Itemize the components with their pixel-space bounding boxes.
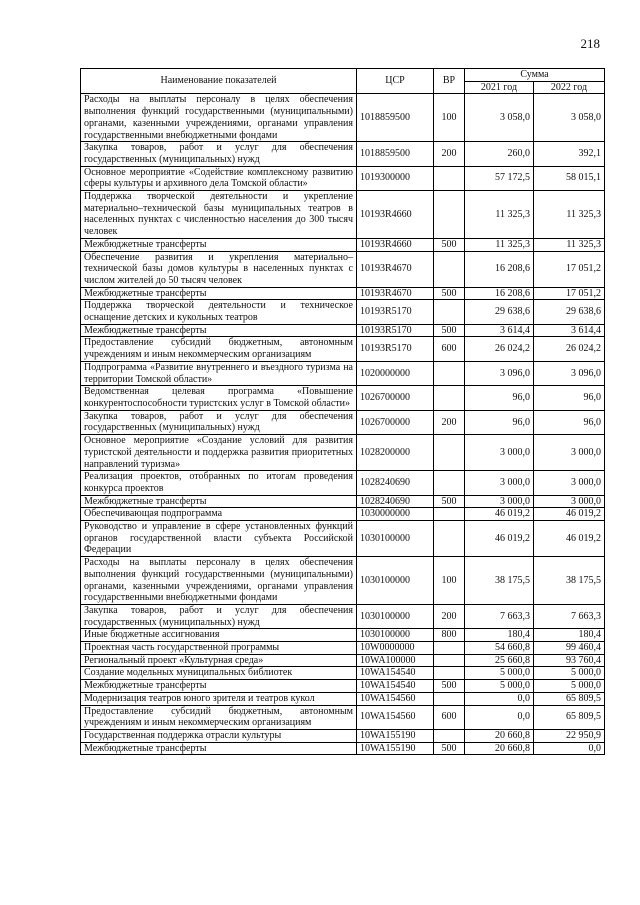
cell-sum-2021: 25 660,8: [465, 654, 534, 667]
header-year-2022: 2022 год: [534, 81, 605, 94]
cell-sum-2021: 11 325,3: [465, 191, 534, 239]
cell-vr: 200: [434, 410, 465, 434]
cell-csr: 1026700000: [357, 386, 434, 410]
table-row: [81, 337, 605, 361]
cell-sum-2021: 180,4: [465, 629, 534, 642]
header-vr: ВР: [434, 69, 465, 94]
cell-name: Поддержка творческой деятельности и укрепление материально–технической базы муниципальных театров в населенных пунктах с численностью населения до 300 тысяч человек: [81, 191, 357, 239]
cell-vr: [434, 435, 465, 471]
cell-vr: [434, 191, 465, 239]
cell-csr: 10193R4660: [357, 238, 434, 251]
table-row: [81, 471, 605, 495]
page-number: 218: [580, 36, 600, 51]
cell-sum-2022: 0,0: [534, 742, 605, 755]
table-header: [81, 69, 605, 94]
cell-sum-2021: 46 019,2: [465, 521, 534, 557]
cell-vr: 500: [434, 680, 465, 693]
cell-csr: 1028240690: [357, 471, 434, 495]
table-row: [81, 667, 605, 680]
cell-vr: [434, 508, 465, 521]
header-name: Наименование показателей: [81, 69, 357, 94]
table-row: [81, 604, 605, 628]
cell-sum-2021: 54 660,8: [465, 642, 534, 655]
cell-csr: 1018859500: [357, 94, 434, 142]
table-row: [81, 705, 605, 729]
cell-name: Межбюджетные трансферты: [81, 238, 357, 251]
cell-csr: 1020000000: [357, 361, 434, 385]
table-row: [81, 654, 605, 667]
table-row: [81, 324, 605, 337]
cell-sum-2022: 99 460,4: [534, 642, 605, 655]
cell-sum-2021: 16 208,6: [465, 287, 534, 300]
cell-vr: [434, 361, 465, 385]
cell-sum-2021: 260,0: [465, 142, 534, 166]
cell-vr: [434, 386, 465, 410]
cell-name: Закупка товаров, работ и услуг для обеспечения государственных (муниципальных) нужд: [81, 410, 357, 434]
cell-sum-2022: 17 051,2: [534, 287, 605, 300]
cell-sum-2022: 17 051,2: [534, 251, 605, 287]
cell-sum-2021: 29 638,6: [465, 300, 534, 324]
cell-csr: 1018859500: [357, 142, 434, 166]
table-row: [81, 142, 605, 166]
table-row: [81, 729, 605, 742]
table-row: [81, 410, 605, 434]
cell-vr: 200: [434, 604, 465, 628]
cell-csr: 10WA154540: [357, 680, 434, 693]
cell-sum-2021: 11 325,3: [465, 238, 534, 251]
cell-csr: 1030000000: [357, 508, 434, 521]
header-csr: ЦСР: [357, 69, 434, 94]
cell-name: Региональный проект «Культурная среда»: [81, 654, 357, 667]
cell-vr: 500: [434, 287, 465, 300]
cell-csr: 10193R4670: [357, 251, 434, 287]
cell-sum-2021: 0,0: [465, 692, 534, 705]
cell-vr: [434, 251, 465, 287]
cell-sum-2022: 11 325,3: [534, 238, 605, 251]
cell-vr: 500: [434, 238, 465, 251]
cell-name: Проектная часть государственной программы: [81, 642, 357, 655]
cell-sum-2021: 46 019,2: [465, 508, 534, 521]
cell-name: Основное мероприятие «Создание условий для развития туристской деятельности и поддержка развития приоритетных направлений туризма»: [81, 435, 357, 471]
cell-sum-2022: 3 000,0: [534, 495, 605, 508]
cell-name: Реализация проектов, отобранных по итогам проведения конкурса проектов: [81, 471, 357, 495]
cell-vr: 500: [434, 495, 465, 508]
cell-vr: [434, 471, 465, 495]
cell-name: Обеспечивающая подпрограмма: [81, 508, 357, 521]
cell-sum-2022: 38 175,5: [534, 557, 605, 605]
cell-csr: 10WA154560: [357, 692, 434, 705]
table-row: [81, 629, 605, 642]
table-row: [81, 251, 605, 287]
table-row: [81, 287, 605, 300]
cell-vr: 800: [434, 629, 465, 642]
cell-csr: 10193R5170: [357, 324, 434, 337]
cell-sum-2022: 96,0: [534, 386, 605, 410]
cell-sum-2021: 7 663,3: [465, 604, 534, 628]
cell-sum-2022: 65 809,5: [534, 692, 605, 705]
cell-sum-2022: 65 809,5: [534, 705, 605, 729]
cell-name: Расходы на выплаты персоналу в целях обеспечения выполнения функций государственными (муниципальными) органами, казенными учреждениями, органами управления государственными внебюджетными фондами: [81, 557, 357, 605]
cell-vr: 600: [434, 705, 465, 729]
cell-sum-2022: 29 638,6: [534, 300, 605, 324]
table-row: [81, 642, 605, 655]
cell-sum-2021: 38 175,5: [465, 557, 534, 605]
cell-vr: 500: [434, 324, 465, 337]
cell-csr: 1030100000: [357, 557, 434, 605]
cell-name: Межбюджетные трансферты: [81, 680, 357, 693]
cell-sum-2022: 46 019,2: [534, 521, 605, 557]
cell-name: Межбюджетные трансферты: [81, 287, 357, 300]
table-body: [81, 94, 605, 755]
cell-csr: 10W0000000: [357, 642, 434, 655]
table-row: [81, 238, 605, 251]
cell-name: Обеспечение развития и укрепления материально–технической базы домов культуры в населенных пунктах с числом жителей до 50 тысяч человек: [81, 251, 357, 287]
cell-name: Поддержка творческой деятельности и техническое оснащение детских и кукольных театров: [81, 300, 357, 324]
cell-vr: 600: [434, 337, 465, 361]
table-row: [81, 435, 605, 471]
cell-sum-2021: 96,0: [465, 386, 534, 410]
cell-csr: 10WA154560: [357, 705, 434, 729]
cell-csr: 10WA155190: [357, 729, 434, 742]
cell-vr: [434, 300, 465, 324]
cell-sum-2021: 0,0: [465, 705, 534, 729]
cell-csr: 10193R4660: [357, 191, 434, 239]
cell-sum-2021: 20 660,8: [465, 729, 534, 742]
cell-sum-2021: 5 000,0: [465, 680, 534, 693]
cell-name: Иные бюджетные ассигнования: [81, 629, 357, 642]
cell-csr: 10WA155190: [357, 742, 434, 755]
table-row: [81, 557, 605, 605]
cell-sum-2022: 5 000,0: [534, 667, 605, 680]
table-row: [81, 361, 605, 385]
cell-sum-2022: 3 096,0: [534, 361, 605, 385]
cell-sum-2022: 3 614,4: [534, 324, 605, 337]
cell-name: Межбюджетные трансферты: [81, 324, 357, 337]
table-row: [81, 300, 605, 324]
cell-vr: [434, 166, 465, 190]
cell-sum-2022: 392,1: [534, 142, 605, 166]
cell-sum-2022: 3 000,0: [534, 471, 605, 495]
cell-name: Основное мероприятие «Содействие комплексному развитию сферы культуры и архивного дела Томской области»: [81, 166, 357, 190]
cell-sum-2021: 3 000,0: [465, 471, 534, 495]
table-row: [81, 692, 605, 705]
cell-sum-2021: 5 000,0: [465, 667, 534, 680]
cell-sum-2021: 3 058,0: [465, 94, 534, 142]
cell-name: Подпрограмма «Развитие внутреннего и въездного туризма на территории Томской области»: [81, 361, 357, 385]
cell-vr: [434, 692, 465, 705]
cell-csr: 1026700000: [357, 410, 434, 434]
cell-csr: 1030100000: [357, 629, 434, 642]
cell-name: Расходы на выплаты персоналу в целях обеспечения выполнения функций государственными (муниципальными) органами, казенными учреждениями, органами управления государственными внебюджетными фондами: [81, 94, 357, 142]
table-row: [81, 680, 605, 693]
table-row: [81, 94, 605, 142]
cell-csr: 10WA154540: [357, 667, 434, 680]
cell-vr: [434, 654, 465, 667]
header-year-2021: 2021 год: [465, 81, 534, 94]
cell-name: Предоставление субсидий бюджетным, автономным учреждениям и иным некоммерческим организациям: [81, 337, 357, 361]
cell-name: Модернизация театров юного зрителя и театров кукол: [81, 692, 357, 705]
cell-vr: 100: [434, 94, 465, 142]
cell-name: Межбюджетные трансферты: [81, 742, 357, 755]
cell-name: Межбюджетные трансферты: [81, 495, 357, 508]
cell-sum-2022: 11 325,3: [534, 191, 605, 239]
cell-sum-2022: 3 000,0: [534, 435, 605, 471]
cell-sum-2021: 3 000,0: [465, 495, 534, 508]
cell-name: Предоставление субсидий бюджетным, автономным учреждениям и иным некоммерческим организациям: [81, 705, 357, 729]
header-sum: Сумма: [465, 69, 605, 82]
cell-sum-2022: 3 058,0: [534, 94, 605, 142]
cell-sum-2021: 16 208,6: [465, 251, 534, 287]
cell-sum-2022: 96,0: [534, 410, 605, 434]
cell-name: Создание модельных муниципальных библиотек: [81, 667, 357, 680]
cell-sum-2021: 26 024,2: [465, 337, 534, 361]
table-row: [81, 191, 605, 239]
cell-csr: 1028240690: [357, 495, 434, 508]
cell-csr: 1030100000: [357, 521, 434, 557]
cell-sum-2021: 3 096,0: [465, 361, 534, 385]
cell-csr: 10193R5170: [357, 300, 434, 324]
table-row: [81, 508, 605, 521]
cell-csr: 1028200000: [357, 435, 434, 471]
cell-vr: 200: [434, 142, 465, 166]
cell-vr: 500: [434, 742, 465, 755]
cell-vr: [434, 729, 465, 742]
cell-csr: 10WA100000: [357, 654, 434, 667]
cell-sum-2021: 3 000,0: [465, 435, 534, 471]
table-row: [81, 166, 605, 190]
cell-csr: 1019300000: [357, 166, 434, 190]
cell-vr: [434, 667, 465, 680]
cell-name: Закупка товаров, работ и услуг для обеспечения государственных (муниципальных) нужд: [81, 604, 357, 628]
cell-vr: [434, 642, 465, 655]
cell-name: Ведомственная целевая программа «Повышение конкурентоспособности туристских услуг в Томской области»: [81, 386, 357, 410]
cell-vr: 100: [434, 557, 465, 605]
cell-sum-2021: 3 614,4: [465, 324, 534, 337]
cell-sum-2022: 46 019,2: [534, 508, 605, 521]
table-row: [81, 521, 605, 557]
cell-name: Государственная поддержка отрасли культуры: [81, 729, 357, 742]
cell-csr: 10193R4670: [357, 287, 434, 300]
cell-name: Закупка товаров, работ и услуг для обеспечения государственных (муниципальных) нужд: [81, 142, 357, 166]
table-row: [81, 386, 605, 410]
cell-vr: [434, 521, 465, 557]
cell-sum-2022: 180,4: [534, 629, 605, 642]
cell-sum-2022: 26 024,2: [534, 337, 605, 361]
cell-sum-2021: 57 172,5: [465, 166, 534, 190]
header-row: [81, 69, 605, 82]
cell-name: Руководство и управление в сфере установленных функций органов государственной власти субъекта Российской Федерации: [81, 521, 357, 557]
cell-sum-2022: 22 950,9: [534, 729, 605, 742]
cell-csr: 10193R5170: [357, 337, 434, 361]
cell-sum-2022: 93 760,4: [534, 654, 605, 667]
cell-sum-2021: 20 660,8: [465, 742, 534, 755]
cell-sum-2021: 96,0: [465, 410, 534, 434]
cell-csr: 1030100000: [357, 604, 434, 628]
cell-sum-2022: 58 015,1: [534, 166, 605, 190]
budget-table: [80, 68, 605, 755]
table-row: [81, 742, 605, 755]
table-row: [81, 495, 605, 508]
cell-sum-2022: 7 663,3: [534, 604, 605, 628]
cell-sum-2022: 5 000,0: [534, 680, 605, 693]
